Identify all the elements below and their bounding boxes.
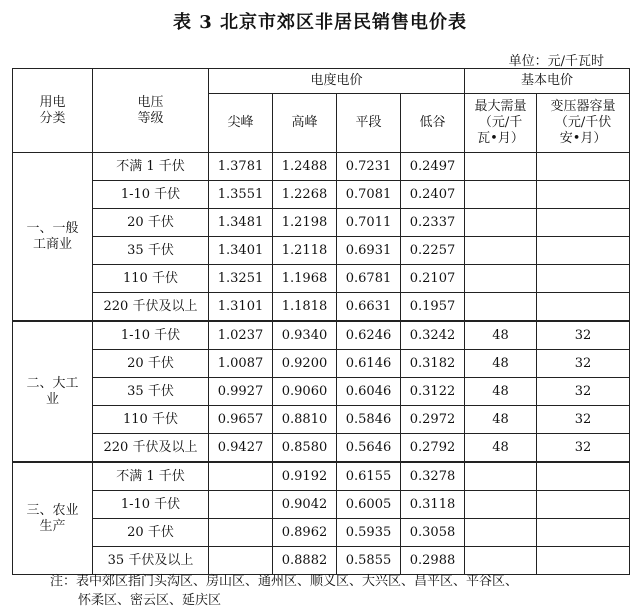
cell-valley: 0.2792: [401, 434, 465, 463]
cell-max-demand: 48: [465, 321, 537, 350]
cell-voltage: 20 千伏: [93, 209, 209, 237]
cell-transformer-capacity: [537, 209, 630, 237]
table-row: [13, 153, 630, 181]
cell-voltage: 20 千伏: [93, 350, 209, 378]
cell-transformer-capacity: [537, 265, 630, 293]
table-row: [13, 265, 630, 293]
header-period-flat: 平段: [337, 94, 401, 153]
cell-valley: 0.2497: [401, 153, 465, 181]
table-row: [13, 350, 630, 378]
group-name: 三、农业 生产: [13, 462, 93, 575]
cell-peak: 1.1968: [273, 265, 337, 293]
cell-valley: 0.1957: [401, 293, 465, 322]
footnote-line-2: 怀柔区、密云区、延庆区: [78, 593, 222, 608]
cell-transformer-capacity: [537, 153, 630, 181]
cell-max-demand: [465, 265, 537, 293]
header-category: 用电 分类: [13, 69, 93, 153]
cell-peak: 1.2488: [273, 153, 337, 181]
table-row: [13, 491, 630, 519]
cell-valley: 0.3182: [401, 350, 465, 378]
table-row: [13, 237, 630, 265]
table-row: [13, 209, 630, 237]
cell-transformer-capacity: 32: [537, 378, 630, 406]
cell-voltage: 不满 1 千伏: [93, 153, 209, 181]
cell-flat: 0.5646: [337, 434, 401, 463]
cell-flat: 0.7011: [337, 209, 401, 237]
cell-flat: 0.5935: [337, 519, 401, 547]
header-max-demand: 最大需量 （元/千 瓦•月）: [465, 94, 537, 153]
cell-valley: 0.3058: [401, 519, 465, 547]
cell-flat: 0.5855: [337, 547, 401, 575]
cell-max-demand: 48: [465, 350, 537, 378]
cell-sharp-peak: 1.3101: [209, 293, 273, 322]
cell-sharp-peak: 1.3481: [209, 209, 273, 237]
cell-max-demand: [465, 209, 537, 237]
table-row: [13, 547, 630, 575]
cell-transformer-capacity: 32: [537, 434, 630, 463]
cell-sharp-peak: 0.9927: [209, 378, 273, 406]
cell-flat: 0.6631: [337, 293, 401, 322]
cell-max-demand: 48: [465, 378, 537, 406]
header-period-sharp-peak: 尖峰: [209, 94, 273, 153]
cell-valley: 0.3122: [401, 378, 465, 406]
cell-transformer-capacity: [537, 462, 630, 491]
cell-valley: 0.3278: [401, 462, 465, 491]
cell-valley: 0.2337: [401, 209, 465, 237]
cell-sharp-peak: 1.3781: [209, 153, 273, 181]
header-basic-price: 基本电价: [465, 69, 630, 94]
cell-peak: 0.8810: [273, 406, 337, 434]
cell-flat: 0.7231: [337, 153, 401, 181]
header-period-valley: 低谷: [401, 94, 465, 153]
cell-max-demand: [465, 519, 537, 547]
cell-voltage: 不满 1 千伏: [93, 462, 209, 491]
cell-valley: 0.3118: [401, 491, 465, 519]
cell-flat: 0.6146: [337, 350, 401, 378]
footnote: [50, 572, 630, 610]
cell-valley: 0.2107: [401, 265, 465, 293]
cell-transformer-capacity: [537, 547, 630, 575]
cell-sharp-peak: 1.0237: [209, 321, 273, 350]
cell-peak: 0.9200: [273, 350, 337, 378]
cell-voltage: 1-10 千伏: [93, 491, 209, 519]
cell-max-demand: [465, 181, 537, 209]
cell-max-demand: [465, 462, 537, 491]
cell-peak: 0.9060: [273, 378, 337, 406]
cell-valley: 0.2257: [401, 237, 465, 265]
table-row: [13, 519, 630, 547]
cell-sharp-peak: 1.0087: [209, 350, 273, 378]
cell-valley: 0.2972: [401, 406, 465, 434]
cell-max-demand: [465, 547, 537, 575]
cell-flat: 0.6931: [337, 237, 401, 265]
cell-flat: 0.6155: [337, 462, 401, 491]
cell-sharp-peak: 1.3251: [209, 265, 273, 293]
cell-max-demand: [465, 153, 537, 181]
cell-sharp-peak: 1.3401: [209, 237, 273, 265]
cell-transformer-capacity: [537, 181, 630, 209]
cell-peak: 1.2268: [273, 181, 337, 209]
cell-sharp-peak: 0.9657: [209, 406, 273, 434]
group-name: 一、一般 工商业: [13, 153, 93, 322]
cell-transformer-capacity: [537, 293, 630, 322]
cell-voltage: 1-10 千伏: [93, 321, 209, 350]
cell-valley: 0.2988: [401, 547, 465, 575]
cell-sharp-peak: [209, 519, 273, 547]
header-transformer-capacity: 变压器容量 （元/千伏 安•月）: [537, 94, 630, 153]
cell-peak: 0.9340: [273, 321, 337, 350]
cell-transformer-capacity: [537, 519, 630, 547]
cell-voltage: 35 千伏: [93, 237, 209, 265]
cell-sharp-peak: [209, 462, 273, 491]
cell-voltage: 110 千伏: [93, 265, 209, 293]
table-body: [13, 153, 630, 575]
cell-flat: 0.6781: [337, 265, 401, 293]
price-table: [12, 68, 630, 575]
table-row: [13, 321, 630, 350]
cell-sharp-peak: 1.3551: [209, 181, 273, 209]
cell-valley: 0.3242: [401, 321, 465, 350]
header-voltage: 电压 等级: [93, 69, 209, 153]
cell-flat: 0.5846: [337, 406, 401, 434]
cell-peak: 0.8882: [273, 547, 337, 575]
unit-label: 单位：元/千瓦时: [508, 54, 604, 69]
cell-max-demand: 48: [465, 406, 537, 434]
cell-voltage: 220 千伏及以上: [93, 293, 209, 322]
cell-voltage: 35 千伏: [93, 378, 209, 406]
cell-voltage: 220 千伏及以上: [93, 434, 209, 463]
cell-flat: 0.7081: [337, 181, 401, 209]
cell-flat: 0.6046: [337, 378, 401, 406]
table-row: [13, 406, 630, 434]
cell-transformer-capacity: [537, 491, 630, 519]
footnote-line-1: 注：表中郊区指门头沟区、房山区、通州区、顺义区、大兴区、昌平区、平谷区、: [50, 574, 519, 589]
cell-max-demand: [465, 491, 537, 519]
table-row: [13, 434, 630, 463]
cell-transformer-capacity: 32: [537, 406, 630, 434]
cell-max-demand: [465, 293, 537, 322]
cell-transformer-capacity: 32: [537, 350, 630, 378]
cell-peak: 0.9042: [273, 491, 337, 519]
cell-peak: 0.8962: [273, 519, 337, 547]
cell-voltage: 35 千伏及以上: [93, 547, 209, 575]
cell-max-demand: [465, 237, 537, 265]
cell-sharp-peak: 0.9427: [209, 434, 273, 463]
group-name: 二、大工 业: [13, 321, 93, 462]
cell-peak: 0.9192: [273, 462, 337, 491]
cell-voltage: 20 千伏: [93, 519, 209, 547]
table-row: [13, 462, 630, 491]
cell-voltage: 1-10 千伏: [93, 181, 209, 209]
table-row: [13, 293, 630, 322]
table-row: [13, 181, 630, 209]
header-energy-price: 电度电价: [209, 69, 465, 94]
cell-peak: 1.2198: [273, 209, 337, 237]
cell-sharp-peak: [209, 547, 273, 575]
document-title: 表 3 北京市郊区非居民销售电价表: [172, 12, 468, 33]
cell-voltage: 110 千伏: [93, 406, 209, 434]
cell-sharp-peak: [209, 491, 273, 519]
cell-peak: 1.2118: [273, 237, 337, 265]
cell-transformer-capacity: 32: [537, 321, 630, 350]
cell-valley: 0.2407: [401, 181, 465, 209]
cell-flat: 0.6005: [337, 491, 401, 519]
cell-peak: 1.1818: [273, 293, 337, 322]
cell-transformer-capacity: [537, 237, 630, 265]
cell-flat: 0.6246: [337, 321, 401, 350]
table-row: [13, 378, 630, 406]
header-period-peak: 高峰: [273, 94, 337, 153]
cell-peak: 0.8580: [273, 434, 337, 463]
cell-max-demand: 48: [465, 434, 537, 463]
